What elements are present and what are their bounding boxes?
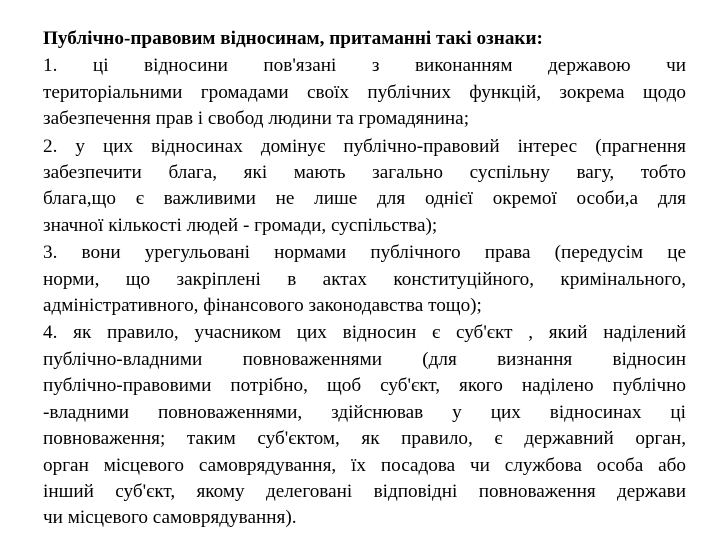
text-line: норми, що закріплені в актах конституційного, кримінального,	[43, 268, 686, 290]
text-line: повноваження; таким суб'єктом, як правило, є державний орган,	[43, 428, 686, 450]
text-line: блага,що є важливими не лише для однієї окремої особи,а для	[43, 188, 686, 210]
list-item-3	[43, 240, 686, 319]
text-line: значної кількості людей - громади, суспільства);	[43, 214, 438, 236]
text-line: територіальними громадами своїх публічних функцій, зокрема щодо	[43, 81, 686, 103]
text-line: -владними повноваженнями, здійснював у цих відносинах ці	[43, 401, 686, 423]
text-line: адміністративного, фінансового законодавства тощо);	[43, 295, 482, 317]
text-line: 2. у цих відносинах домінує публічно-правовий інтерес (прагнення	[43, 135, 686, 157]
text-line: інший суб'єкт, якому делеговані відповідні повноваження держави	[43, 480, 686, 502]
list-item-1	[43, 53, 686, 132]
text-line: 4. як правило, учасником цих відносин є суб'єкт , який наділений	[43, 322, 686, 344]
text-line: чи місцевого самоврядування).	[43, 507, 297, 529]
list-item-4	[43, 320, 686, 531]
text-line: забезпечення прав і свобод людини та громадянина;	[43, 108, 470, 130]
text-line: публічно-правовими потрібно, щоб суб'єкт, якого наділено публічно	[43, 375, 686, 397]
text-line: забезпечити блага, які мають загально суспільну вагу, тобто	[43, 162, 686, 184]
text-line: 3. вони урегульовані нормами публічного права (передусім це	[43, 242, 686, 264]
text-line: орган місцевого самоврядування, їх посадова чи службова особа або	[43, 454, 686, 476]
list-item-2	[43, 134, 686, 240]
text-line: 1. ці відносини пов'язані з виконанням державою чи	[43, 55, 686, 77]
text-line: публічно-владними повноваженнями (для визнання відносин	[43, 348, 686, 370]
document-heading: Публічно-правовим відносинам, притаманні такі ознаки:	[43, 28, 543, 49]
